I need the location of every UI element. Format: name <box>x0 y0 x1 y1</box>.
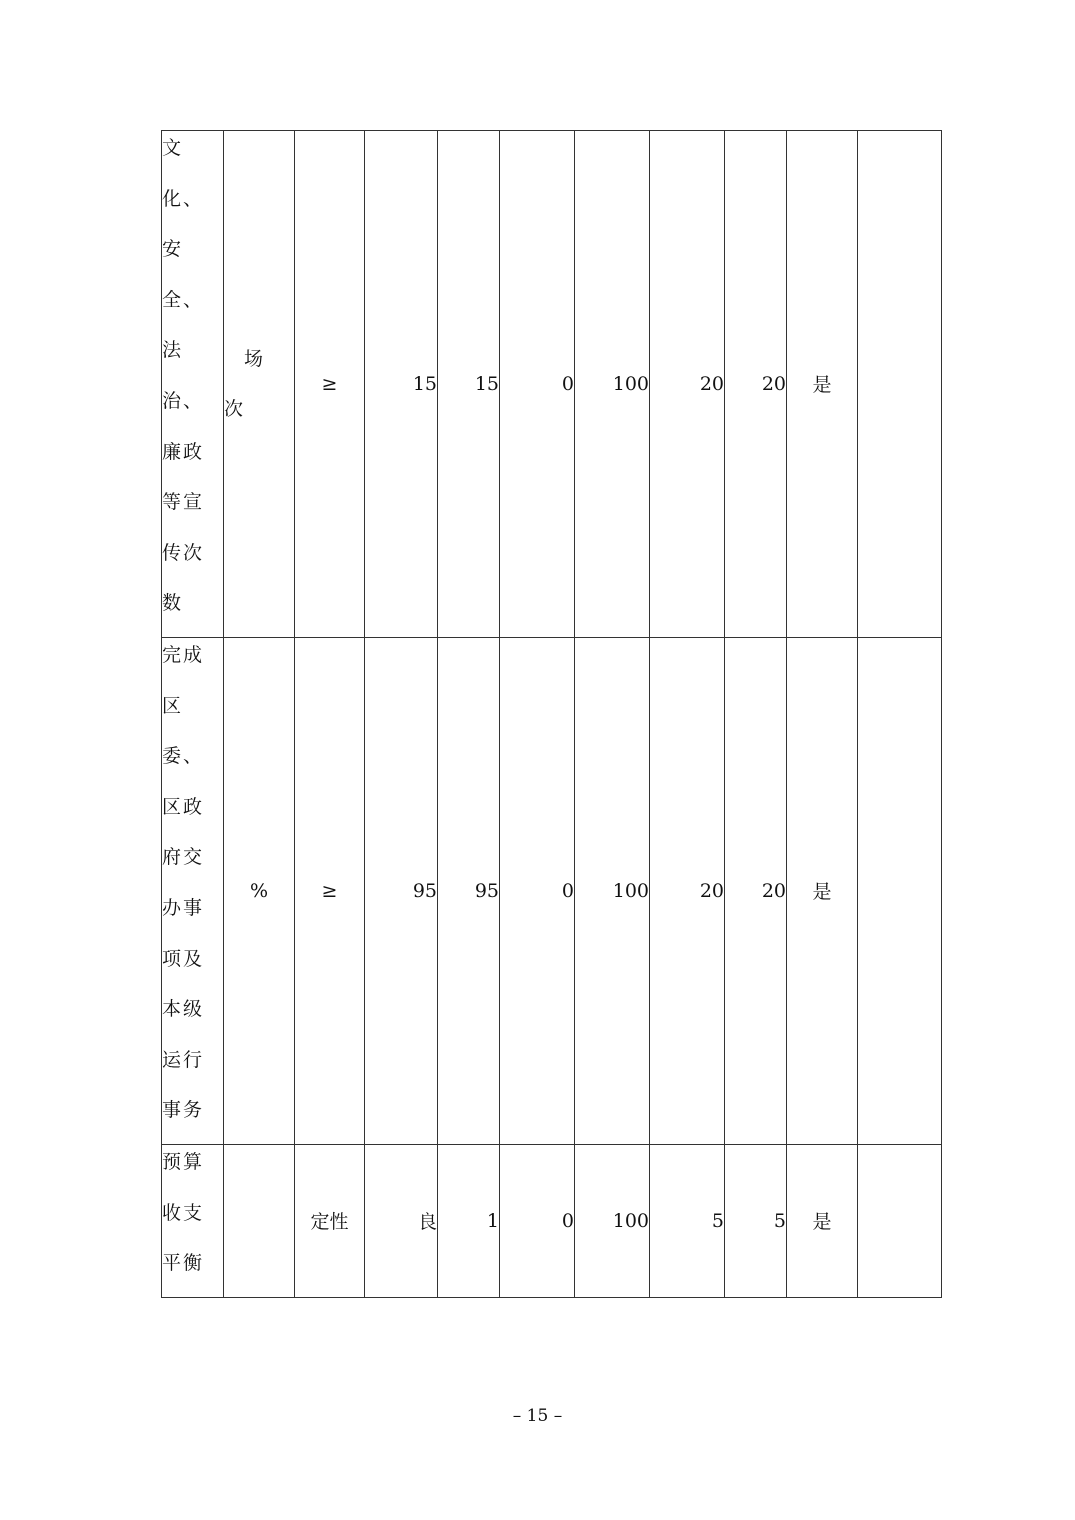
achieved-cell: 是 <box>787 637 858 1144</box>
achieved-cell: 是 <box>787 1144 858 1297</box>
target-cell: 良 <box>365 1144 438 1297</box>
value-cell: 100 <box>575 131 650 638</box>
table-row <box>162 637 942 1144</box>
value-cell: 0 <box>500 1144 575 1297</box>
actual-cell: 1 <box>438 1144 500 1297</box>
operator-cell: ≥ <box>295 131 365 638</box>
actual-cell: 15 <box>438 131 500 638</box>
value-cell: 20 <box>725 637 787 1144</box>
table-row <box>162 1144 942 1297</box>
value-cell: 20 <box>725 131 787 638</box>
value-cell: 20 <box>650 131 725 638</box>
actual-cell: 95 <box>438 637 500 1144</box>
indicator-cell: 文 化、 安 全、 法 治、 廉政 等宣 传次 数 <box>162 131 224 638</box>
value-cell: 0 <box>500 131 575 638</box>
value-cell: 100 <box>575 1144 650 1297</box>
remark-cell <box>858 1144 942 1297</box>
unit-cell: 场 次 <box>224 131 295 638</box>
operator-cell: ≥ <box>295 637 365 1144</box>
indicator-cell: 预算 收支 平衡 <box>162 1144 224 1297</box>
value-cell: 20 <box>650 637 725 1144</box>
remark-cell <box>858 131 942 638</box>
achieved-cell: 是 <box>787 131 858 638</box>
remark-cell <box>858 637 942 1144</box>
unit-cell <box>224 1144 295 1297</box>
value-cell: 5 <box>725 1144 787 1297</box>
table-row <box>162 131 942 638</box>
value-cell: 5 <box>650 1144 725 1297</box>
unit-cell: % <box>224 637 295 1144</box>
page-number: – 15 – <box>512 1406 563 1426</box>
indicator-cell: 完成 区 委、 区政 府交 办事 项及 本级 运行 事务 <box>162 637 224 1144</box>
target-cell: 15 <box>365 131 438 638</box>
performance-table <box>161 130 942 1298</box>
target-cell: 95 <box>365 637 438 1144</box>
operator-cell: 定性 <box>295 1144 365 1297</box>
value-cell: 0 <box>500 637 575 1144</box>
value-cell: 100 <box>575 637 650 1144</box>
